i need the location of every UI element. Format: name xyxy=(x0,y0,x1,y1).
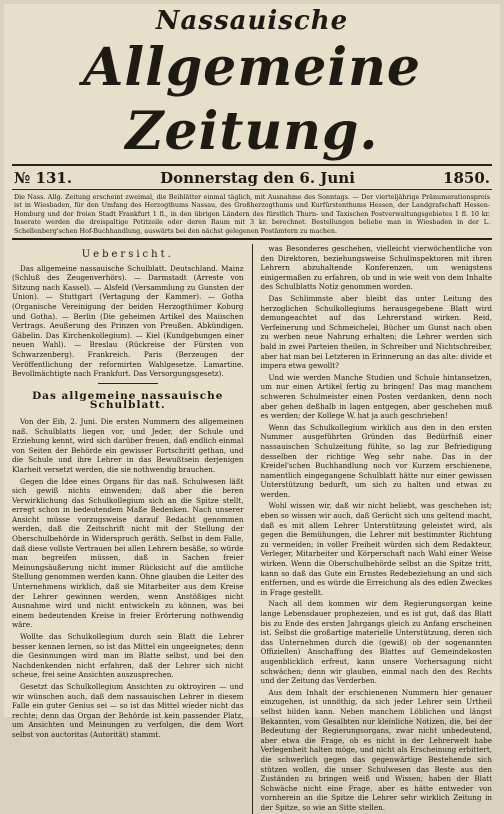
issue-year: 1850. xyxy=(443,169,490,187)
issue-date: Donnerstag den 6. Juni xyxy=(160,169,355,187)
article-paragraph: Nach all dem kommen wir dem Regierungsorgan keine lange Lebensdauer prophezeien, und es ist gut, daß das Blatt bis zu Ende des ersten Jahrgangs gleich zu Anfang erscheinen ist. Selbst die großartige materielle Unterstützung, deren sich das Unternehmen durch die (gewiß) ob der sogenannten Offiziellen) Anschaffung des Blattes auf Gemeindekosten augenblicklich erfreut, kann unsere Vorhersagung nicht schwächen; denn wir glauben, einmal nach den des Rechts und der Zeitung das Verderben. xyxy=(260,599,493,686)
columns xyxy=(12,244,492,814)
masthead-title: Allgemeine Zeitung. xyxy=(82,37,422,162)
left-column xyxy=(12,244,244,814)
article-title: Das allgemeine nassauische Schulblatt. xyxy=(32,389,224,412)
newspaper-page xyxy=(4,4,500,812)
article-paragraph: Wenn das Schulkollegium wirklich aus den in den ersten Nummer ausgeführten Gründen das Bedürfniß einer nassauischen Schulzeitung fühlte, so lag zur Befriedigung desselben der richtige Weg sehr nahe. Das in der Kreidel'schen Buchhandlung noch vor Kurzem erschienene, namentlich eingegangene Schulblatt hätte nur einer gewissen Unterstützung bedurft, um sich zu halten und etwas zu werden. xyxy=(260,422,493,499)
notice-rule xyxy=(12,238,492,240)
masthead xyxy=(12,4,492,164)
article-paragraph: Und wie werden Manche Studien und Schule hintansetzen, um nur einen Artikel fertig zu bringen! Das mag manchem schweren Schulmeister einen Posten verdanken, denn noch aber gehen deßhalb in lagen entgegen, aber geschehen muß es werden; der Kollege W. hat ja auch geschrieben! xyxy=(260,372,493,421)
overview-rule xyxy=(98,383,158,384)
right-column xyxy=(261,244,493,814)
article-paragraph: Wohl wissen wir, daß wir nicht beliebt, was geschehen ist; eben so wissen wir auch, daß Gerücht sich uns geltend macht, daß es mit allem Lehrer Unterstützung geleistet wird, als gegen die Bemühungen, die Lehrer mit bestimmter Richtung zu vermeiden; in voller Freiheit würden sich dem Redakteur, Verleger, Mitarbeiter und Körperschaft nach Wahl einer Weise wirken. Wenn die Oberschulbehörde selbst an die Spitze tritt, kann so daß das Gute ein Ernstes Redebeziehung an und sich entfernen, und es würde die Erreichung als des edlen Zweckes in Frage gestellt. xyxy=(260,501,493,597)
article-paragraph: Gesetzt das Schulkollegium Ansichten zu oktroyiren — und wir wünschen auch, daß dem nassauischen Lehrer in diesem Falle ein guter Genius sei — so ist das Mittel wieder nicht das rechte; denn das Organ der Behörde ist kein passender Platz, um Ansichten und Meinungen zu verfolgen, die dem Wort selbst von auctoritas (Autorität) stammt. xyxy=(12,681,244,739)
subscription-notice: Die Nass. Allg. Zeitung erscheint zweimal, die Beiblätter einmal täglich, mit Ausnahme des Sonntags. — Der vierteljährige Pränumerationspreis ist in Wiesbaden, für den Umfang des Herzogthums Nassau, des Großherzogthums und Kurfürstenthums Hessen, der Landgrafschaft Hessen-Homburg und der freien Stadt Frankfurt 1 fl., in den übrigen Ländern des fürstlich Thurn- und Taxischen Postverwaltungsgebietes 1 fl. 10 kr. Inserate werden die dreispaltige Petitzeile oder deren Raum mit 3 kr. berechnet. Bestellungen beliebe man in Wiesbaden in der L. Schellenberg'schen Hof-Buchhandlung, auswärts bei den nächst gelegenen Postämtern zu machen. xyxy=(14,193,490,235)
issue-number: № 131. xyxy=(14,169,73,187)
dateline xyxy=(12,166,492,189)
overview-title: Uebersicht. xyxy=(81,249,174,261)
column-divider xyxy=(252,244,253,814)
masthead-top: Nassauische xyxy=(155,6,349,36)
overview-text: Das allgemeine nassauische Schulblatt. Deutschland. Mainz (Schluß des Zeugenverhörs). — Darmstadt (Arreste von Sitzung nach Kassel). — Alsfeld (Versammlung zu Gunsten der Union). — Stuttgart (Vertagung der Kammer). — Gotha (Organische Vereinigung der beiden Herzogthümer Koburg und Gotha). — Berlin (Die geheimen Artikel des Maiischen Vertrags. Aeußerung des Prinzen von Preußen. Abkündigen. Gäbelin. Das Kirchenkollegium). — Kiel (Kundgebungen einer neuen Wahl). — Breslau (Rückreise der Fürsten von Schwarzenberg). Frankreich. Paris (Berzeugen der Veröffentlichung der reformirten Wahlgesetze. Lamartine. Bevollmächtigte nach Frankfurt. Das Versorgungsgesetz). xyxy=(12,263,244,379)
article-paragraph: Aus dem Inhalt der erschienenen Nummern hier genauer einzugehen, ist unnöthig, da sich jeder Lehrer sein Urtheil selbst bilden kann. Neben manchem Löblichen und längst Bekannten, vom Gesalbten nur kleinliche Notizen, die, bei der Bedeutung der Regierungsorgans, zwar nicht unbedeutend, aber etwa die Frage, ob es nicht in der Lehrerwelt habe Verlegenheit halten möge, und nicht als Erscheinung erbittert, die schwerlich gegen das gegenwärtige Bestehende sich stützen wollen, die unser Schulwesen das Beste aus den Zuständen zu bringen weiß und Wissen; haben der Blatt Schwäche nicht eine Frage, aber es hätte entweder von vornherein an die Spitze die Lehrer sehr wirklich Zeitung in der Spitze, so wie an Sitte stellen. xyxy=(260,687,493,812)
article-paragraph: Von der Eib, 2. Juni. Die ersten Nummern des allgemeinen naß. Schulblatts liegen vor, und Jeder, der Schule und Erziehung kennt, wird sich darüber freuen, daß endlich einmal von Seiten der Behörde ein gewisser Fortschritt gethan, und die Schule und ihre Lehrer in das Bewußtsein derjenigen Klarheit versetzt werden, die sie nothwendig brauchen. xyxy=(12,416,244,474)
article-paragraph: Wollte das Schulkollegium durch sein Blatt die Lehrer besser kennen lernen, so ist das Mittel ein ungeeignetes; denn die Gesinnungen wird man im Blatte selbst, und bei den Nachdenkenden nicht erfahren, daß der Lehrer sich nicht scheue, frei seine Ansichten auszusprechen. xyxy=(12,632,244,680)
article-paragraph: Das Schlimmste aber bleibt das unter Leitung des herzoglichen Schulkollegiums herausgegebene Blatt wird demungeachtet auf das Lehrerstand wirken. Reid, Verfeinerung und Schmeichelei, Bücher um Gunst nach oben zu werben neue Nahrung erhalten; die Lehrer werden sich bald in zwei Parteien theilen, in Schreiber und Nichtschreiber, aber hat man bei Letzteren in Erinnerung an das alte: divide et impera etwa gewollt? xyxy=(260,294,493,371)
article-paragraph: was Besonderes geschehen, vielleicht vierwöchentliche von den Direktoren, beziehungsweise Schulinspektoren mit ihren Lehrern abzuhaltende Konferenzen, um wenigstens einigermaßen zu erfahren, ob und in wie weit von dem Inhalte des Schulblatts Notiz genommen worden. xyxy=(260,244,493,292)
article-paragraph: Gegen die Idee eines Organs für das naß. Schulwesen läßt sich gewiß nichts einwenden; daß aber die beren Verwirklichung das Schulkollegium sich an die Spitze stellt, erregt schon in bedeutendem Maße Bedenken. Nach unserer Ansicht müsse vorzugsweise darauf Bedacht genommen werden, daß die Zeitschrift nicht mit der Stellung der Oberschulbehörde in Widerspruch geräth. Selbst in dem Falle, daß diese vollste Vertrauen bei allen Lehrern besäße, so würde man begreifen müssen, daß in Sachen freier Meinungsäußerung nicht immer Rücksicht auf die amtliche Stellung genommen werden kann. Ohne glauben die Leiter des Unternehmens wirklich, daß sie Mitarbeiter aus dem Kreise der Lehrer gewinnen werden, wenn Anstößiges nicht Ausnahme wird und nicht entwickeln zu können, was bei einem bedeutenden Kreise in freier Erörterung nothwendig wäre. xyxy=(12,476,244,630)
